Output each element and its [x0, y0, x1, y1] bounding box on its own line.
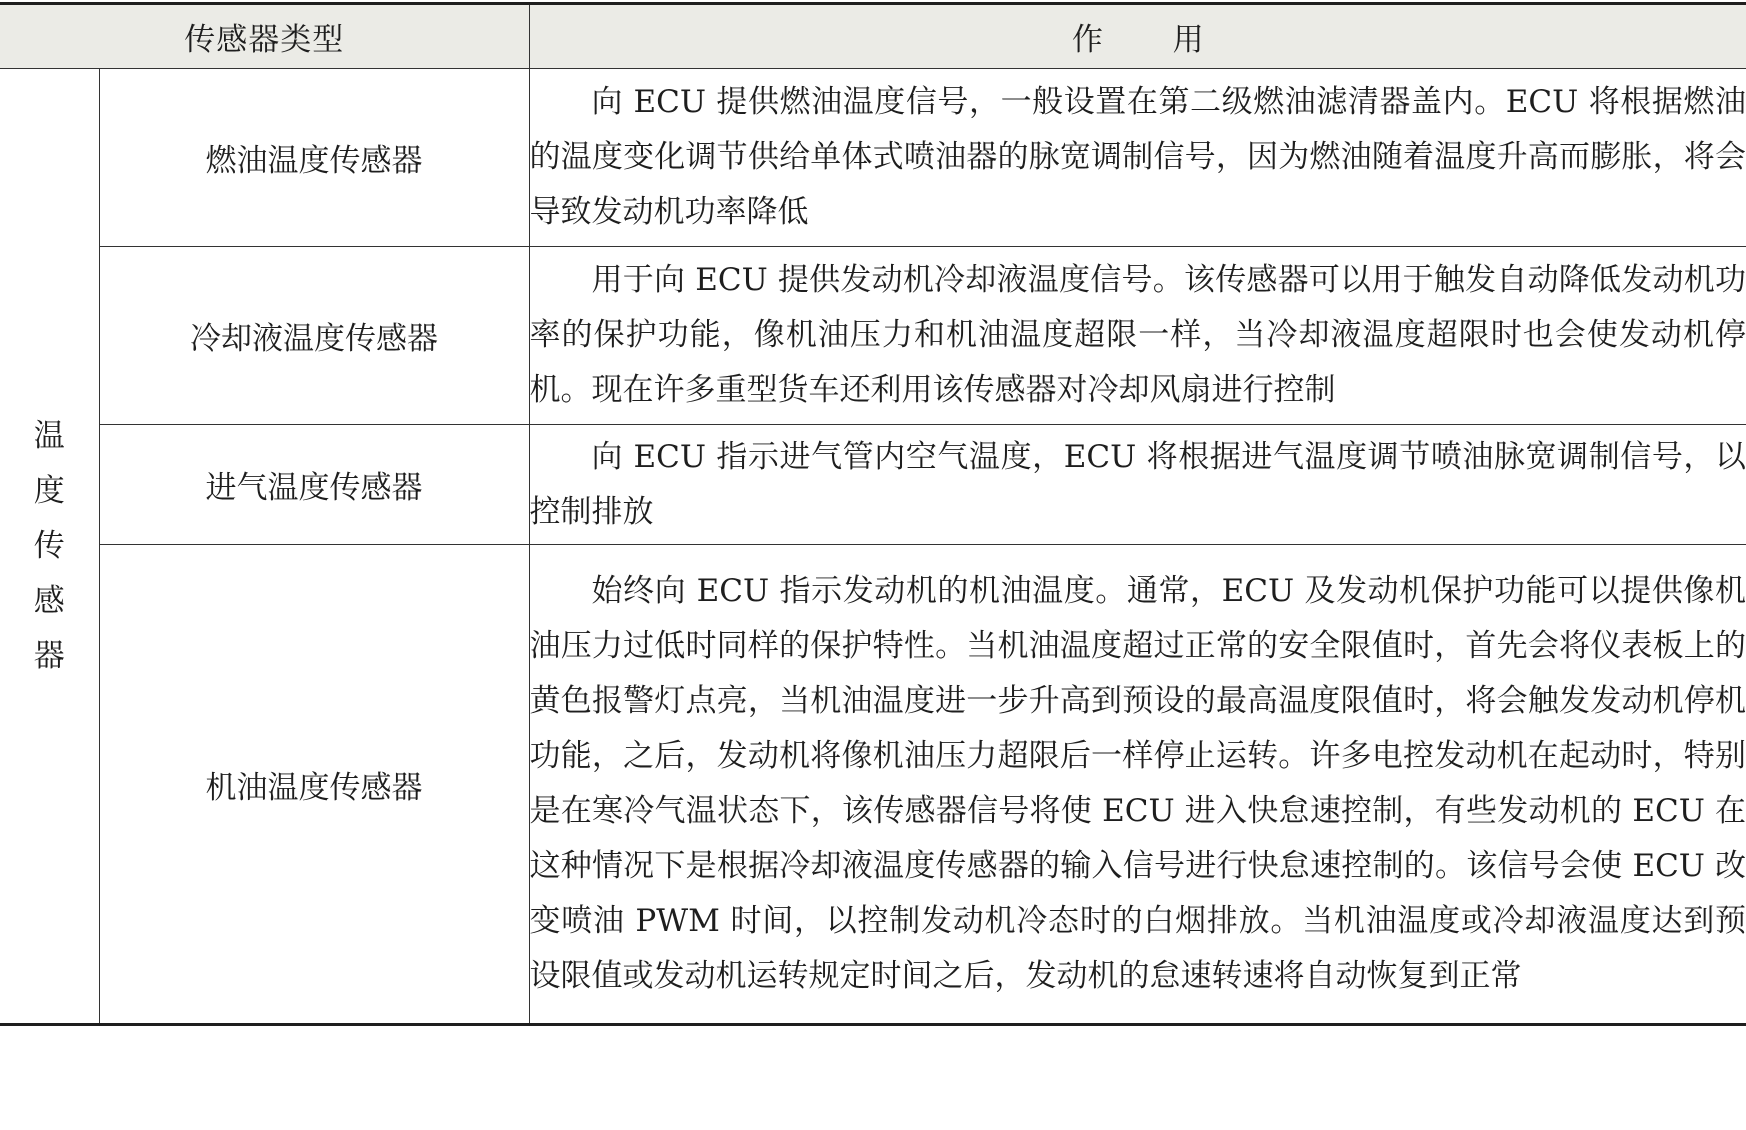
sensor-description-cell [529, 425, 1746, 545]
sensor-type-cell: 燃油温度传感器 [99, 69, 529, 247]
sensor-type-cell: 冷却液温度传感器 [99, 247, 529, 425]
sensor-type-cell: 机油温度传感器 [99, 545, 529, 1025]
table-row [0, 247, 1746, 425]
sensor-description-cell [529, 545, 1746, 1025]
sensor-description: 向 ECU 指示进气管内空气温度，ECU 将根据进气温度调节喷油脉宽调制信号，以控制排放 [529, 438, 1746, 530]
group-cell [0, 69, 99, 1025]
sensor-description: 向 ECU 提供燃油温度信号，一般设置在第二级燃油滤清器盖内。ECU 将根据燃油的温度变化调节供给单体式喷油器的脉宽调制信号，因为燃油随着温度升高而膨胀，将会导致发动机功率降低 [529, 84, 1746, 230]
sensor-description-cell [529, 69, 1746, 247]
table-row [0, 425, 1746, 545]
table-header-row [0, 4, 1746, 69]
table-row [0, 69, 1746, 247]
sensor-description: 始终向 ECU 指示发动机的机油温度。通常，ECU 及发动机保护功能可以提供像机油压力过低时同样的保护特性。当机油温度超过正常的安全限值时，首先会将仪表板上的黄色报警灯点亮，当机油温度进一步升高到预设的最高温度限值时，将会触发发动机停机功能，之后，发动机将像机油压力超限后一样停止运转。许多电控发动机在起动时，特别是在寒冷气温状态下，该传感器信号将使 ECU 进入快怠速控制，有些发动机的 ECU 在这种情况下是根据冷却液温度传感器的输入信号进行快怠速控制的。该信号会使 ECU 改变喷油 PWM 时间，以控制发动机冷态时的白烟排放。当机油温度或冷却液温度达到预设限值或发动机运转规定时间之后，发动机的怠速转速将自动恢复到正常 [529, 573, 1746, 994]
group-label: 温度传感器 [33, 417, 65, 674]
sensor-description-cell [529, 247, 1746, 425]
header-sensor-type: 传感器类型 [0, 4, 529, 69]
sensor-description: 用于向 ECU 提供发动机冷却液温度信号。该传感器可以用于触发自动降低发动机功率的保护功能，像机油压力和机油温度超限一样，当冷却液温度超限时也会使发动机停机。现在许多重型货车还利用该传感器对冷却风扇进行控制 [529, 262, 1746, 408]
sensor-table [0, 2, 1746, 1026]
header-function [529, 4, 1746, 69]
table-row [0, 545, 1746, 1025]
sensor-type-cell: 进气温度传感器 [99, 425, 529, 545]
header-function-label: 作 用 [1071, 22, 1204, 58]
